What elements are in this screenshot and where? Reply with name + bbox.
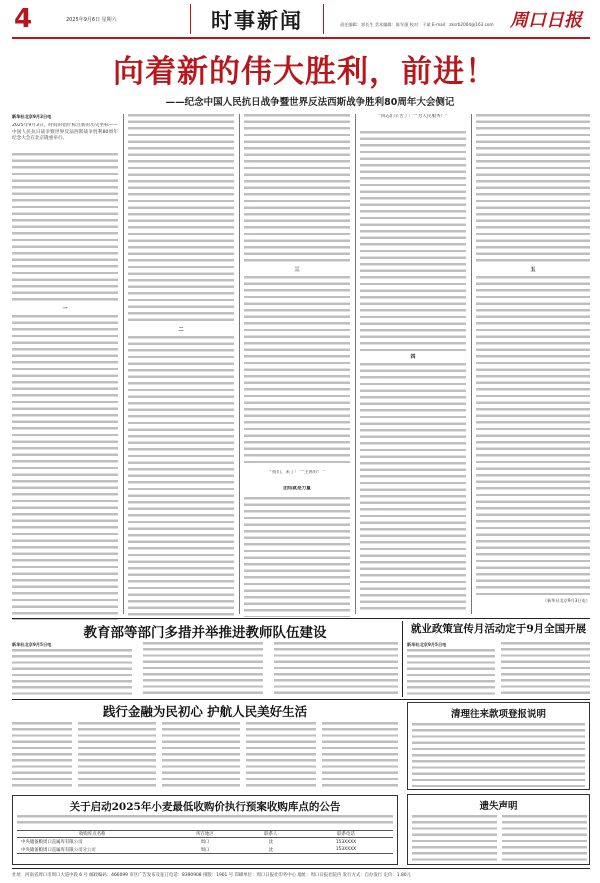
lead-section-four: 四	[410, 354, 416, 360]
notice-col-name: 收购库点名称	[79, 832, 106, 837]
lead-section-one: 一	[62, 306, 68, 312]
lost-notice-title: 遗失声明	[479, 801, 518, 812]
notice-table-header	[17, 830, 393, 838]
lead-column-1	[12, 114, 118, 614]
education-title: 教育部等部门多措并举推进教师队伍建设	[83, 625, 327, 641]
lead-byline: 新华社北京9月3日电	[12, 114, 52, 119]
procurement-notice	[12, 795, 398, 865]
lead-headline: 向着新的伟大胜利，前进！	[113, 54, 497, 90]
lead-section-two: 二	[178, 327, 184, 333]
notice-col-phone: 联系电话	[337, 832, 355, 837]
section-title-box	[190, 4, 324, 34]
paper-name: 周口日报	[510, 10, 582, 31]
clearance-box	[407, 702, 590, 790]
lead-closing-quote-1: “我们，来了！”“主席好！”	[269, 470, 325, 475]
table-row: 中央储备粮周口直属库有限公司分公司 周口 沈 153XXXX	[17, 846, 393, 854]
lead-column-4	[360, 114, 466, 614]
page-number: 4	[14, 4, 33, 34]
finance-title: 践行金融为民初心 护航人民美好生活	[102, 704, 308, 719]
education-article	[12, 621, 398, 697]
lead-section-three: 三	[294, 267, 300, 273]
lead-article-body	[12, 114, 590, 616]
finance-article	[12, 702, 398, 792]
lead-column-5	[476, 114, 590, 614]
lost-notice-box	[407, 794, 590, 865]
notice-col-contact: 联系人	[264, 832, 278, 837]
masthead-rule	[12, 37, 590, 39]
lead-section-five: 五	[530, 267, 536, 273]
table-row: 中央储备粮周口直属库有限公司 周口 沈 153XXXX	[21, 839, 357, 845]
lead-column-3	[244, 114, 350, 614]
clearance-title: 清理往来款项登报说明	[450, 709, 546, 720]
lead-intro: 2025年9月3日，时间的指针标注新的历史坐标——中国人民抗日战争暨世界反法西斯战争胜利80周年纪念大会在北京隆重举行。	[12, 123, 118, 142]
section-title: 时事新闻	[211, 8, 303, 33]
employment-article	[407, 621, 590, 697]
footer-line: 社址：河南省周口市周口大道中段 6 号 邮政编码：466099 市区广告发布及征订电话：8390908 排版：1901 号 印刷单位：周口日报社印务中心 地址：周口日报社院内 发行方式：自办发行 定价：1.80元	[12, 873, 411, 878]
lead-subheadline: ——纪念中国人民抗日战争暨世界反法西斯战争胜利80周年大会侧记	[165, 97, 455, 108]
lead-signature: （新华社北京9月3日电）	[542, 598, 590, 603]
notice-col-region: 所在地区	[196, 832, 214, 837]
employment-title: 就业政策宣传月活动定于9月全国开展	[410, 623, 587, 635]
masthead	[0, 0, 600, 42]
notice-title: 关于启动2025年小麦最低收购价执行预案收购库点的公告	[69, 801, 341, 813]
employment-byline: 新华社北京9月5日电	[407, 642, 447, 647]
editors-line: 责任编辑：郭长生 美术编辑：陈军强 校对：于斌 E-mail：zksrb2004@163.com	[340, 22, 494, 27]
lead-lyric: 团结就是力量	[283, 486, 311, 491]
date-line: 2025年9月6日 星期六	[66, 17, 117, 23]
lead-column-2	[128, 114, 234, 614]
lead-closing-quote-2: “同志们辛苦了！”“为人民服务！”	[378, 114, 448, 119]
education-byline: 新华社北京9月5日电	[12, 642, 52, 647]
notice-table	[17, 830, 393, 862]
